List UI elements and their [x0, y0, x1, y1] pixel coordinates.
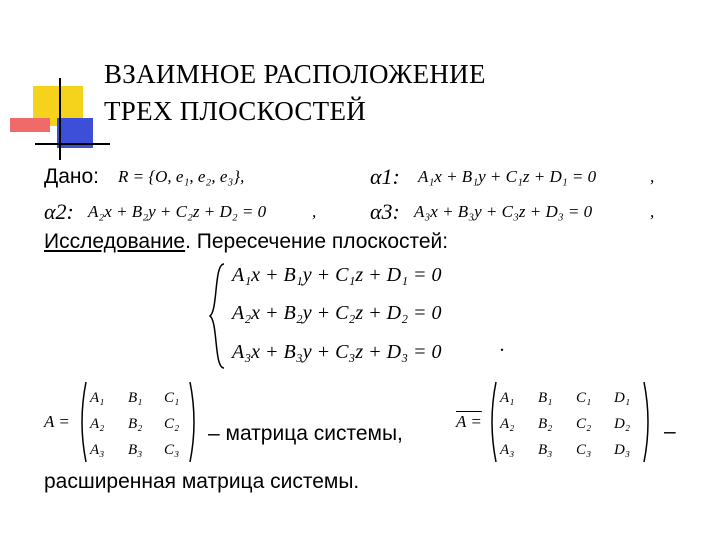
matrix-abar-cell: D₂	[614, 416, 631, 432]
alpha1-label: α1:	[370, 164, 400, 189]
alpha2-equation: A₂x + B₂y + C₂z + D₂ = 0	[88, 202, 267, 221]
alpha3-equation: A₃x + B₃y + C₃z + D₃ = 0	[414, 202, 593, 221]
alpha1-equation: A₁x + B₁y + C₁z + D₁ = 0	[418, 167, 597, 186]
matrix-abar-cell: B₃	[538, 442, 553, 458]
study-word: Исследование	[44, 230, 186, 253]
extended-matrix-caption: расширенная матрица системы.	[44, 470, 360, 493]
matrix-a-label: A =	[44, 412, 70, 431]
title-line-2: ТРЕХ ПЛОСКОСТЕЙ	[104, 96, 367, 126]
matrix-a-cell: B₁	[128, 390, 143, 406]
alpha3-label: α3:	[370, 199, 400, 224]
matrix-abar-cell: C₁	[576, 390, 592, 406]
title-decoration	[0, 0, 110, 170]
matrix-a-cell: A₃	[90, 442, 105, 458]
matrix-abar-cell: B₂	[538, 416, 553, 432]
system-equation-3: A₃x + B₃y + C₃z + D₃ = 0	[232, 341, 442, 363]
basis-definition: R = {O, e₁, e₂, e₃},	[118, 167, 245, 186]
given-label: Дано:	[44, 165, 100, 188]
slide-title	[104, 56, 664, 130]
system-equation-1: A₁x + B₁y + C₁z + D₁ = 0	[232, 264, 442, 286]
matrix-abar-cell: D₃	[614, 442, 631, 458]
matrix-a-cell: C₃	[164, 442, 180, 458]
matrix-abar-right-paren	[644, 382, 648, 462]
title-line-1: ВЗАИМНОЕ РАСПОЛОЖЕНИЕ	[104, 59, 486, 89]
matrix-a-left-paren	[82, 382, 86, 462]
matrix-abar-cell: D₁	[614, 390, 631, 406]
matrix-abar-cell: B₁	[538, 390, 553, 406]
matrix-a-cell: C₁	[164, 390, 180, 406]
matrix-a-cell: B₃	[128, 442, 143, 458]
deco-red-bar	[10, 118, 50, 132]
matrix-a-cell: B₂	[128, 416, 143, 432]
matrix-abar	[488, 378, 652, 466]
matrix-a-cell: A₁	[90, 390, 105, 406]
matrix-a	[78, 378, 198, 466]
matrix-abar-cell: C₃	[576, 442, 592, 458]
matrix-a-cell: A₂	[90, 416, 105, 432]
matrix-abar-left-paren	[492, 382, 496, 462]
alpha3-comma: ,	[650, 202, 655, 221]
matrix-abar-cell: A₂	[500, 416, 515, 432]
matrix-abar-dash: –	[664, 420, 676, 443]
matrix-a-right-paren	[190, 382, 194, 462]
matrix-abar-cell: A₁	[500, 390, 515, 406]
matrix-abar-cell: A₃	[500, 442, 515, 458]
system-end-mark: .	[500, 334, 505, 356]
system-equation-2: A₂x + B₂y + C₂z + D₂ = 0	[232, 302, 442, 324]
study-line	[44, 230, 448, 254]
matrix-a-cell: C₂	[164, 416, 180, 432]
matrix-abar-label: A =	[456, 412, 482, 431]
alpha1-comma: ,	[650, 167, 655, 186]
matrix-a-caption: – матрица системы,	[208, 422, 403, 445]
study-rest: . Пересечение плоскостей:	[185, 230, 449, 253]
matrix-abar-cell: C₂	[576, 416, 592, 432]
alpha2-comma: ,	[312, 202, 317, 221]
alpha2-label: α2:	[44, 199, 74, 224]
